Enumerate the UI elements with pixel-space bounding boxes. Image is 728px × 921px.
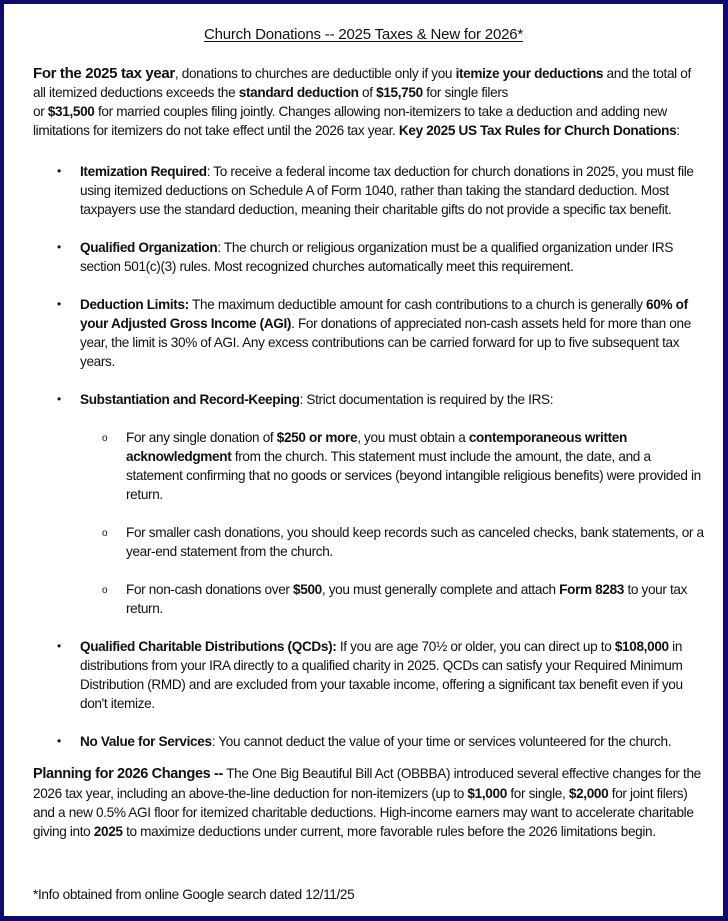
sub-item-noncash: o For non-cash donations over $500, you must generally complete and attach Form 8283 to your tax return.: [102, 582, 688, 616]
bullet-icon: •: [57, 240, 61, 254]
sub-item-250: o For any single donation of $250 or more, you must obtain a contemporaneous written acknowledgment from the church. This statement must include the amount, the date, and a statement confirming that no goods or services (beyond intangible religious benefits) were provided in return.: [102, 430, 701, 502]
bullet-label: No Value for Services: [80, 734, 212, 749]
planning-paragraph: Planning for 2026 Changes -- The One Big Beautiful Bill Act (OBBBA) introduced several effective changes for the 2026 tax year, including an above-the-line deduction for non-itemizers (up to $1,000 for single, $2,000 for joint filers) and a new 0.5% AGI floor for itemized charitable deductions. High-income earners may want to accelerate charitable giving into 2025 to maximize deductions under current, more favorable rules before the 2026 limitations begin.: [33, 766, 701, 839]
substantiation-sublist: [80, 428, 705, 618]
bullet-label: Substantiation and Record-Keeping: [80, 392, 300, 407]
bullet-icon: •: [57, 164, 61, 178]
footnote: *Info obtained from online Google search dated 12/11/25: [33, 887, 355, 902]
bullet-icon: •: [57, 639, 61, 653]
tax-rules-list: [33, 162, 705, 751]
circle-bullet-icon: o: [102, 528, 108, 539]
sub-item-small-cash: o For smaller cash donations, you should keep records such as canceled checks, bank statements, or a year-end statement from the church.: [102, 525, 704, 559]
planning-lead: Planning for 2026 Changes --: [33, 766, 224, 782]
list-item-qcd: • Qualified Charitable Distributions (QCDs): If you are age 70½ or older, you can direct up to $108,000 in distributions from your IRA directly to a qualified charity in 2025. QCDs can satisfy your Required Minimum Distribution (RMD) and are excluded from your taxable income, offering a significant tax benefit even if you don't itemize.: [57, 639, 683, 711]
intro-paragraph: For the 2025 tax year, donations to churches are deductible only if you itemize your deductions and the total of all itemized deductions exceeds the standard deduction of $15,750 for single filers or $31,500 for married couples filing jointly. Changes allowing non-itemizers to take a deduction and adding new limitations for itemizers do not take effect until the 2026 tax year. Key 2025 US Tax Rules for Church Donations:: [33, 65, 691, 138]
bullet-icon: •: [57, 297, 61, 311]
document-title: Church Donations -- 2025 Taxes & New for 2026*: [203, 26, 524, 43]
bullet-icon: •: [57, 734, 61, 748]
list-item-itemization: • Itemization Required: To receive a federal income tax deduction for church donations in 2025, you must file using itemized deductions on Schedule A of Form 1040, rather than taking the standard deduction. Most taxpayers use the standard deduction, meaning their charitable gifts do not provide a specific tax benefit.: [57, 164, 694, 217]
bullet-icon: •: [57, 392, 61, 406]
bullet-label: Qualified Charitable Distributions (QCDs):: [80, 639, 337, 654]
list-item-qualified-org: • Qualified Organization: The church or religious organization must be a qualified organization under IRS section 501(c)(3) rules. Most recognized churches automatically meet this requirement.: [57, 240, 674, 274]
list-item-substantiation: • Substantiation and Record-Keeping: Strict documentation is required by the IRS: o For any single donation of $250 or more, you must obtain a contemporaneous written acknowledgment from the church. This statement must include the amount, the date, and a statement confirming that no goods or services (beyond intangible religious benefits) were provided in return. o For smaller cash donations, you should keep records such as canceled checks, bank statements, or a year-end statement from the church. o For non-cash donations over $500, you must generally complete and attach Form 8283 to your tax return.: [57, 392, 704, 616]
bullet-label: Deduction Limits:: [80, 297, 189, 312]
bullet-label: Itemization Required: [80, 164, 207, 179]
circle-bullet-icon: o: [102, 585, 108, 596]
key-rules-heading: Key 2025 US Tax Rules for Church Donations: [398, 123, 677, 138]
intro-lead: For the 2025 tax year: [33, 65, 175, 82]
bullet-label: Qualified Organization: [80, 240, 218, 255]
circle-bullet-icon: o: [102, 433, 108, 444]
list-item-no-value-services: • No Value for Services: You cannot deduct the value of your time or services volunteered for the church.: [57, 734, 672, 749]
list-item-deduction-limits: • Deduction Limits: The maximum deductible amount for cash contributions to a church is generally 60% of your Adjusted Gross Income (AGI). For donations of appreciated non-cash assets held for more than one year, the limit is 30% of AGI. Any excess contributions can be carried forward for up to five subsequent tax years.: [57, 297, 691, 369]
